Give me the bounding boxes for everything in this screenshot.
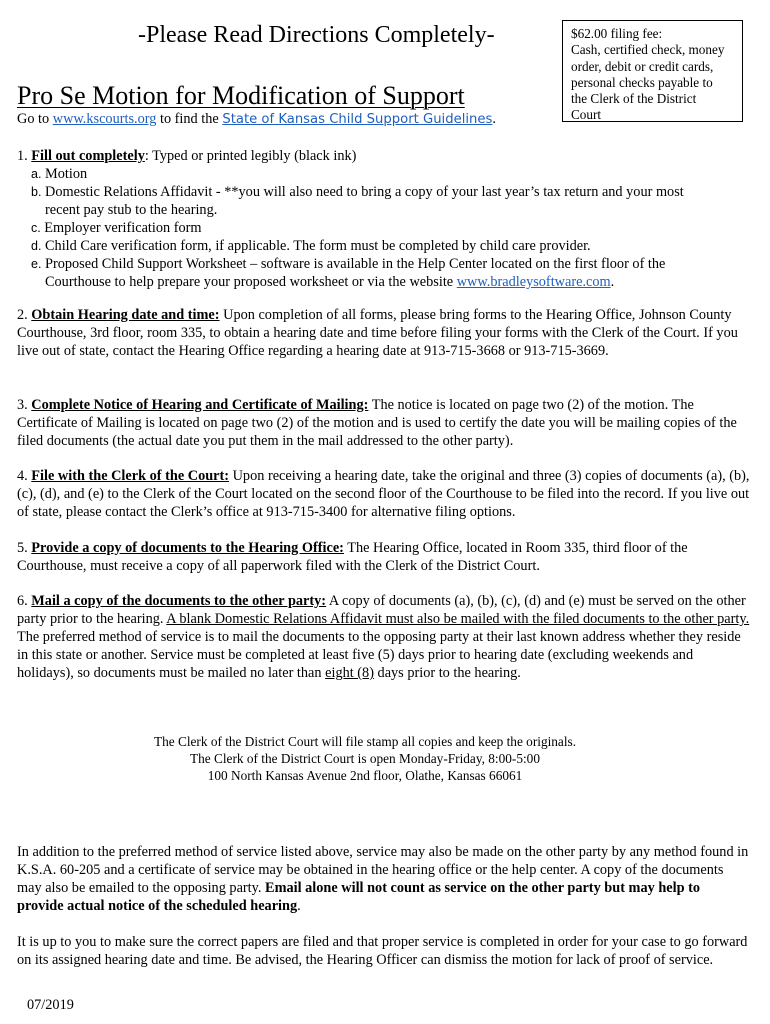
item-text: Proposed Child Support Worksheet – software is available in the Help Center located on the first floor of the xyxy=(41,256,666,272)
service-end: . xyxy=(297,898,301,914)
affidavit-note: A blank Domestic Relations Affidavit must also be mailed with the filed documents to the other party. xyxy=(166,611,750,627)
fee-box-line: Cash, certified check, money xyxy=(571,42,725,58)
item-text: Child Care verification form, if applicable. The form must be completed by child care provider. xyxy=(41,238,591,254)
item-letter: c. xyxy=(31,221,41,235)
step-heading: Obtain Hearing date and time: xyxy=(31,307,220,323)
list-item-continuation xyxy=(17,273,750,291)
step-1-heading-line xyxy=(17,147,750,165)
step-number: 1. xyxy=(17,148,32,164)
step-number: 3. xyxy=(17,397,32,413)
service-paragraph xyxy=(17,843,750,915)
clerk-info-line: 100 North Kansas Avenue 2nd floor, Olathe, Kansas 66061 xyxy=(207,768,523,783)
step-2 xyxy=(17,306,750,360)
clerk-info xyxy=(0,733,730,784)
goto-suffix: . xyxy=(492,111,496,127)
step-heading: Provide a copy of documents to the Hearing Office: xyxy=(31,540,344,556)
step-heading: Complete Notice of Hearing and Certificate of Mailing: xyxy=(31,397,369,413)
list-item-continuation: recent pay stub to the hearing. xyxy=(45,202,218,218)
item-text: Employer verification form xyxy=(40,220,202,236)
guidelines-line xyxy=(17,110,496,129)
step-heading: File with the Clerk of the Court: xyxy=(31,468,230,484)
list-item xyxy=(17,183,750,201)
list-item xyxy=(17,237,750,255)
step-text: The Hearing Office, located in Room 335, third floor of the Courthouse, must receive a copy of all paperwork filed with the Clerk of the District Court. xyxy=(17,540,688,574)
step-text: The preferred method of service is to mail the documents to the opposing party at their last known address whether they reside in this state or another. Service must be completed at least five (5) days prior to hearing date (excluding weekends and holidays), so documents must be mailed no later than xyxy=(17,629,741,681)
clerk-info-line: The Clerk of the District Court will file stamp all copies and keep the originals. xyxy=(153,734,577,749)
step-text: Upon receiving a hearing date, take the original and three (3) copies of documents (a), (b), (c), (d), and (e) to the Clerk of the Court located on the second floor of the Courthouse to be filed into the record. If you live out of state, please contact the Clerk’s office at 913-715-3400 for alternative filing options. xyxy=(17,468,750,520)
email-warning: Email alone will not count as service on the other party but may help to provide actual notice of the scheduled hearing xyxy=(17,880,701,914)
step-text: days prior to the hearing. xyxy=(373,665,521,681)
list-item xyxy=(17,165,750,183)
footer-date: 07/2019 xyxy=(27,997,74,1013)
item-letter: e. xyxy=(31,257,42,271)
final-paragraph: It is up to you to make sure the correct papers are filed and that proper service is completed in order for your case to go forward on its assigned hearing date and time. Be advised, the Hearing Officer can dismiss the motion for lack of proof of service. xyxy=(17,934,748,968)
fee-box-line: order, debit or credit cards, xyxy=(571,58,714,74)
item-letter: a. xyxy=(31,167,42,181)
goto-middle: to find the xyxy=(156,111,223,127)
step-text: A copy of documents (a), (b), (c), (d) and (e) must be served on the other party prior to the hearing. xyxy=(17,593,746,627)
fee-box-line: Court xyxy=(571,107,602,122)
step-text: : Typed or printed legibly (black ink) xyxy=(144,148,357,164)
guidelines-link[interactable]: State of Kansas Child Support Guidelines xyxy=(222,112,493,127)
step-number: 2. xyxy=(17,307,32,323)
list-item xyxy=(17,255,750,273)
item-letter: b. xyxy=(31,185,42,199)
step-4 xyxy=(17,467,750,521)
service-text: In addition to the preferred method of service listed above, service may also be made on the other party by any method found in K.S.A. 60-205 and a certificate of service may be obtained in the hearing office or the help center. A copy of the documents may also be emailed to the opposing party. xyxy=(17,844,749,896)
item-letter: d. xyxy=(31,239,42,253)
document-title: Pro Se Motion for Modification of Support xyxy=(17,81,465,110)
days-note: eight (8) xyxy=(325,665,374,681)
list-item xyxy=(17,219,750,237)
step-text: The notice is located on page two (2) of the motion. The Certificate of Mailing is located on page two (2) of the motion and is used to certify the date you will be mailing copies of the filed documents (the actual date you put them in the mail addressed to the other party). xyxy=(17,397,737,449)
item-end: . xyxy=(610,274,615,290)
header-title: -Please Read Directions Completely- xyxy=(138,22,495,48)
clerk-info-line: The Clerk of the District Court is open Monday-Friday, 8:00-5:00 xyxy=(190,751,540,766)
step-1 xyxy=(17,147,750,291)
kscourts-link[interactable]: www.kscourts.org xyxy=(52,111,157,127)
bradleysoftware-link[interactable]: www.bradleysoftware.com xyxy=(456,274,611,290)
step-heading: Fill out completely xyxy=(31,148,145,164)
step-heading: Mail a copy of the documents to the other party: xyxy=(31,593,327,609)
step-text: Upon completion of all forms, please bring forms to the Hearing Office, Johnson County Courthouse, 3rd floor, room 335, to obtain a hearing date and time before filing your forms with the Clerk of the Court. If you live out of state, contact the Hearing Office regarding a hearing date at 913-715-3668 or 913-715-3669. xyxy=(17,307,738,359)
item-text: Domestic Relations Affidavit - **you will also need to bring a copy of your last year’s tax return and your most xyxy=(41,184,684,200)
step-number: 5. xyxy=(17,540,32,556)
goto-prefix: Go to xyxy=(17,111,53,127)
fee-box-line: $62.00 filing fee: xyxy=(571,26,663,41)
step-3 xyxy=(17,396,750,450)
step-5 xyxy=(17,539,750,575)
filing-fee-box xyxy=(562,20,743,122)
fee-box-line: the Clerk of the District xyxy=(571,91,697,107)
step-number: 4. xyxy=(17,468,32,484)
step-number: 6. xyxy=(17,593,32,609)
step-6 xyxy=(17,592,750,682)
fee-box-line: personal checks payable to xyxy=(571,74,713,90)
item-cont-text: Courthouse to help prepare your proposed worksheet or via the website xyxy=(45,274,457,290)
item-text: Motion xyxy=(41,166,88,182)
